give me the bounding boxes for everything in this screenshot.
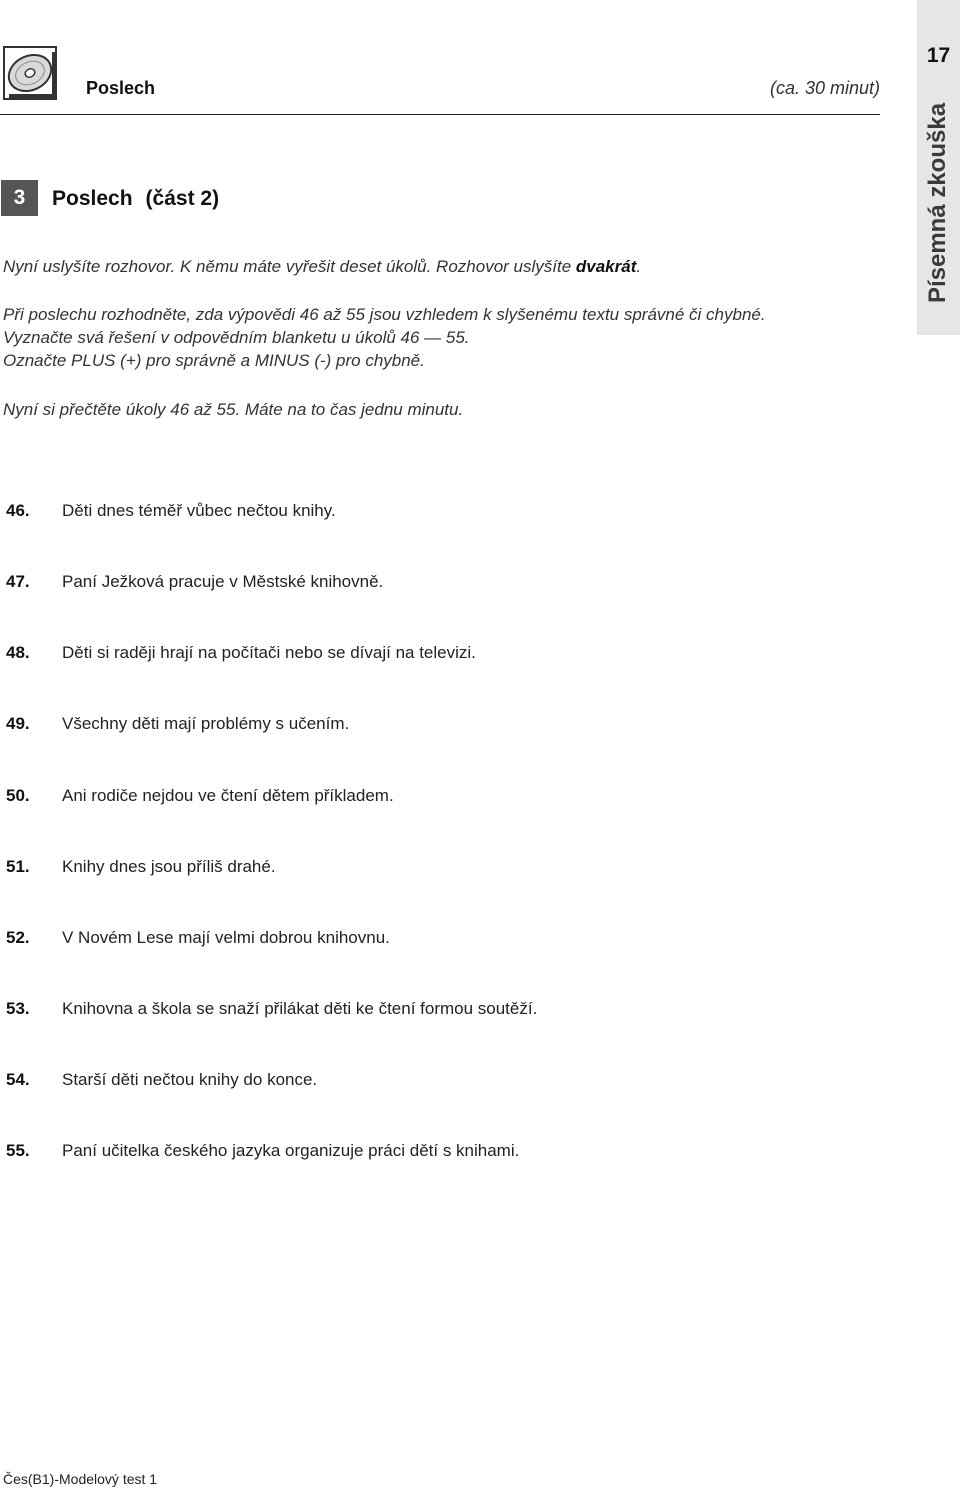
task-text: Starší děti nečtou knihy do konce. [62, 1070, 318, 1089]
instruction-line-3: Vyznačte svá řešení v odpovědním blanketu u úkolů 46 — 55. [3, 328, 470, 347]
task-item [6, 1141, 519, 1161]
task-text: Děti dnes téměř vůbec nečtou knihy. [62, 501, 336, 520]
task-item [6, 857, 276, 877]
task-item [6, 786, 394, 806]
task-item [6, 643, 476, 663]
task-number: 46. [6, 501, 30, 520]
instruction-line-4: Označte PLUS (+) pro správně a MINUS (-) pro chybně. [3, 351, 425, 370]
task-item [6, 714, 349, 734]
section-number-badge: 3 [1, 180, 38, 216]
header-time: (ca. 30 minut) [769, 78, 880, 98]
page-number: 17 [926, 44, 951, 67]
task-item [6, 1070, 317, 1090]
task-number: 53. [6, 999, 30, 1018]
task-text: Paní Ježková pracuje v Městské knihovně. [62, 572, 384, 591]
instruction-emphasis: dvakrát [575, 257, 637, 276]
instruction-line-1 [3, 257, 641, 277]
task-text: Ani rodiče nejdou ve čtení dětem příkladem. [62, 786, 394, 805]
task-number: 54. [6, 1070, 30, 1089]
cd-audio-icon [3, 46, 57, 100]
task-number: 50. [6, 786, 30, 805]
side-label: Písemná zkouška [924, 102, 951, 304]
section-title-text: Poslech [52, 187, 133, 210]
section-part: (část 2) [145, 187, 220, 210]
task-number: 52. [6, 928, 30, 947]
header-divider [0, 114, 880, 115]
instruction-line-1-pre: Nyní uslyšíte rozhovor. K němu máte vyřešit deset úkolů. Rozhovor uslyšíte [3, 257, 576, 276]
task-item [6, 572, 383, 592]
task-number: 49. [6, 714, 30, 733]
section-title [52, 187, 219, 211]
task-item [6, 999, 537, 1019]
instruction-line-1-post: . [636, 257, 642, 276]
task-number: 51. [6, 857, 30, 876]
task-text: Paní učitelka českého jazyka organizuje práci dětí s knihami. [62, 1141, 520, 1160]
task-item [6, 501, 336, 521]
task-number: 47. [6, 572, 30, 591]
footer-text: Čes(B1)-Modelový test 1 [3, 1471, 158, 1487]
task-number: 48. [6, 643, 30, 662]
task-text: Knihy dnes jsou příliš drahé. [62, 857, 276, 876]
task-text: V Novém Lese mají velmi dobrou knihovnu. [62, 928, 390, 947]
task-text: Děti si raději hrají na počítači nebo se dívají na televizi. [62, 643, 476, 662]
task-number: 55. [6, 1141, 30, 1160]
header-title: Poslech [86, 78, 156, 98]
task-text: Všechny děti mají problémy s učením. [62, 714, 350, 733]
task-text: Knihovna a škola se snaží přilákat děti ke čtení formou soutěží. [62, 999, 538, 1018]
instruction-line-2: Při poslechu rozhodněte, zda výpovědi 46 až 55 jsou vzhledem k slyšenému textu správné či chybné. [3, 305, 766, 324]
instruction-line-5: Nyní si přečtěte úkoly 46 až 55. Máte na to čas jednu minutu. [3, 400, 464, 419]
task-item [6, 928, 390, 948]
